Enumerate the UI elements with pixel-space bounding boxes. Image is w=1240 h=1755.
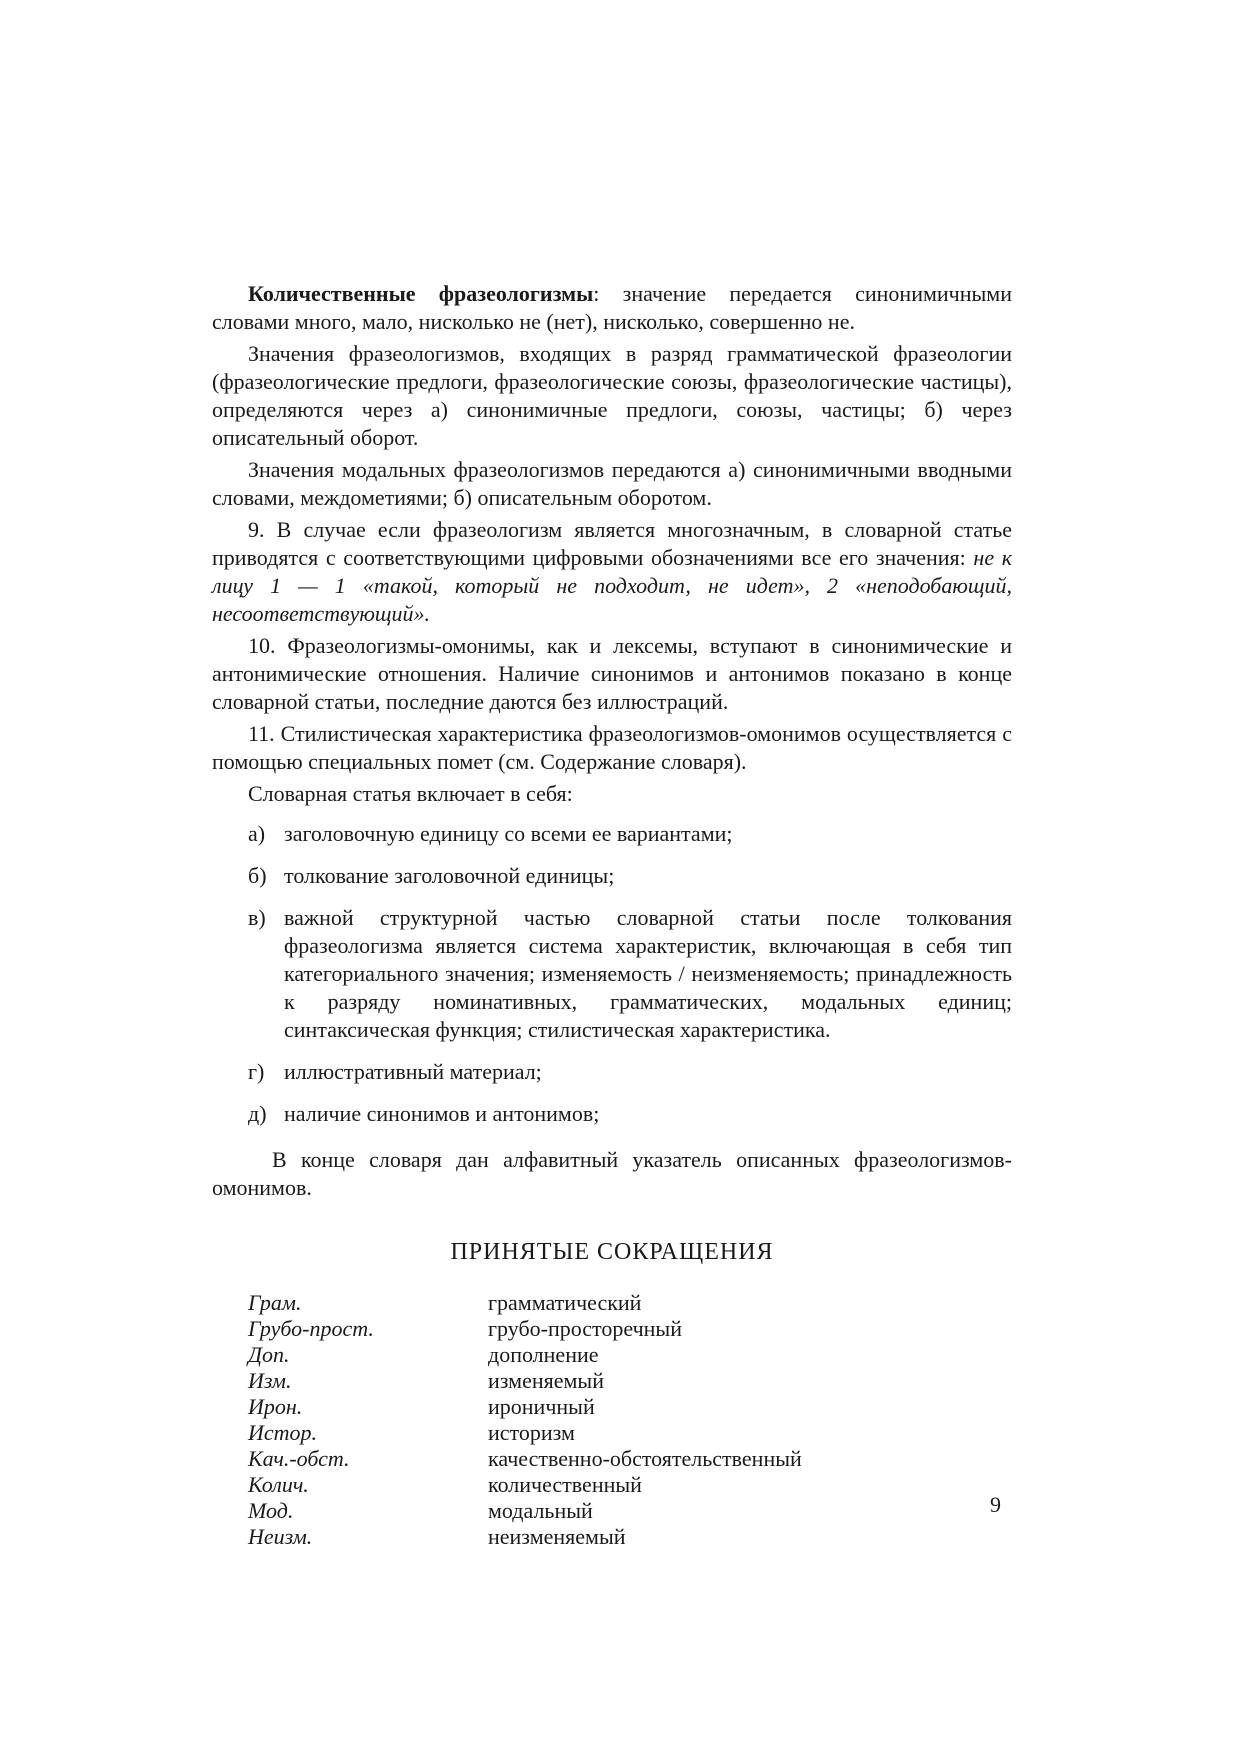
abbreviation: Колич. [248,1472,309,1497]
table-row [248,1472,802,1498]
abbreviation: Доп. [248,1342,290,1367]
paragraph-synonyms: 10. Фразеологизмы-омонимы, как и лексемы, вступают в синонимические и антонимические отношения. Наличие синонимов и антонимов показано в конце словарной статьи, последние даются без иллюстраций. [212,633,1012,714]
list-item-text: наличие синонимов и антонимов; [284,1101,600,1126]
table-row [248,1420,802,1446]
table-row [248,1342,802,1368]
paragraph-polysemy-text: 9. В случае если фразеологизм является многозначным, в словарной статье приводятся с соответствующими цифровыми обозначениями все его значения: [212,517,1012,570]
abbreviation-meaning: историзм [488,1420,575,1445]
table-row [248,1394,802,1420]
page-number: 9 [990,1492,1001,1517]
abbreviation: Истор. [248,1420,318,1445]
list-item-text: важной структурной частью словарной статьи после толкования фразеологизма является система характеристик, включающая в себя тип категориального значения; изменяемость / неизменяемость; принадлежность к разряду номинативных, грамматических, модальных единиц; синтаксическая функция; стилистическая характеристика. [284,905,1012,1042]
table-row [248,1524,802,1550]
abbreviation: Мод. [248,1498,294,1523]
list-marker: г) [248,1059,265,1084]
abbreviation-meaning: ироничный [488,1394,595,1419]
list-item [248,1058,1012,1086]
term-quantitative: Количественные фразеологизмы [248,281,594,306]
abbreviations-table [248,1290,802,1550]
abbreviation-meaning: дополнение [488,1342,599,1367]
list-marker: в) [248,905,266,930]
paragraph-entry-intro: Словарная статья включает в себя: [248,781,573,806]
list-item-text: толкование заголовочной единицы; [284,863,615,888]
abbreviation-meaning: модальный [488,1498,593,1523]
list-marker: б) [248,863,267,888]
paragraph-modal: Значения модальных фразеологизмов передаются а) синонимичными вводными словами, междометиями; б) описательным оборотом. [212,457,1012,510]
abbreviation-meaning: грамматический [488,1290,642,1315]
abbreviation-meaning: неизменяемый [488,1524,626,1549]
paragraph-stylistic: 11. Стилистическая характеристика фразеологизмов-омонимов осуществляется с помощью специальных помет (см. Содержание словаря). [212,721,1012,774]
abbreviation: Кач.-обст. [248,1446,350,1471]
table-row [248,1290,802,1316]
abbreviation-meaning: грубо-просторечный [488,1316,682,1341]
abbreviation-meaning: количественный [488,1472,642,1497]
list-item-text: заголовочную единицу со всеми ее вариантами; [284,821,733,846]
page-body [212,280,1012,1550]
polysemy-example: не к лицу 1 — 1 «такой, который не подходит, не идет», 2 «неподобающий, несоответствующий». [212,545,1012,626]
paragraph-index-note: В конце словаря дан алфавитный указатель описанных фразеологизмов-омонимов. [212,1147,1012,1200]
section-title-abbreviations: ПРИНЯТЫЕ СОКРАЩЕНИЯ [450,1239,774,1265]
abbreviation: Неизм. [248,1524,313,1549]
entry-components-list [212,820,1012,1128]
abbreviation-meaning: изменяемый [488,1368,604,1393]
list-item [248,1100,1012,1128]
abbreviation: Грубо-прост. [248,1316,374,1341]
table-row [248,1368,802,1394]
abbreviation: Ирон. [248,1394,303,1419]
table-row [248,1446,802,1472]
paragraph-quantitative-text: : значение передается синонимичными словами много, мало, нисколько не (нет), нисколько, совершенно не. [212,281,1012,334]
list-item [248,862,1012,890]
list-marker: а) [248,821,266,846]
abbreviation-meaning: качественно-обстоятельственный [488,1446,802,1471]
list-item [248,904,1012,1044]
abbreviation: Грам. [248,1290,302,1315]
abbreviation: Изм. [248,1368,292,1393]
list-item [248,820,1012,848]
table-row [248,1498,802,1524]
list-marker: д) [248,1101,267,1126]
paragraph-grammatical: Значения фразеологизмов, входящих в разряд грамматической фразеологии (фразеологические предлоги, фразеологические союзы, фразеологические частицы), определяются через а) синонимичные предлоги, союзы, частицы; б) через описательный оборот. [212,341,1012,450]
list-item-text: иллюстративный материал; [284,1059,542,1084]
paragraph-quantitative [212,280,1012,336]
table-row [248,1316,802,1342]
paragraph-polysemy [212,516,1012,628]
